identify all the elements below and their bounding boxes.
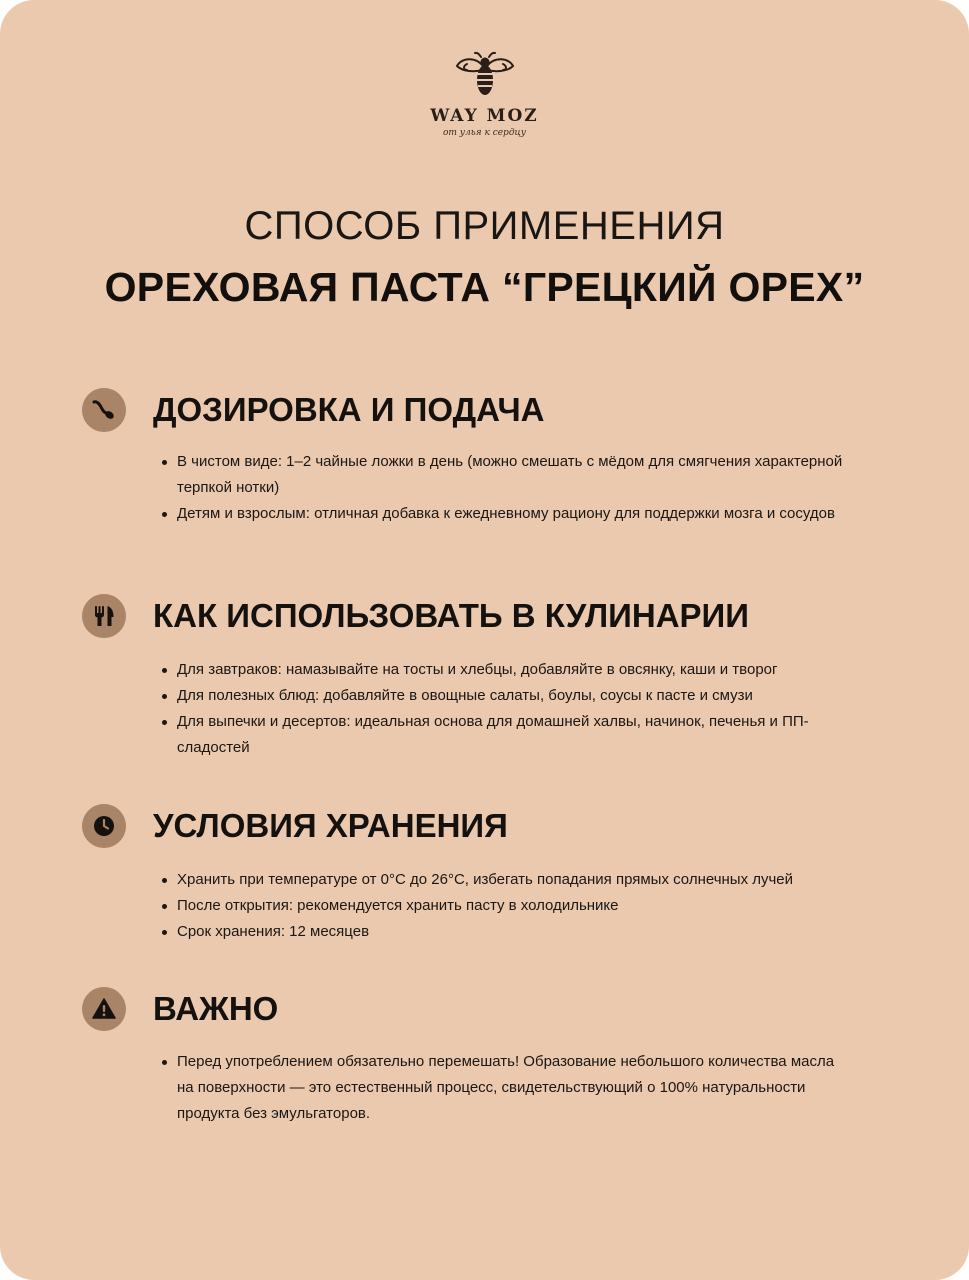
- cooking-list: [160, 657, 850, 761]
- list-item: Для полезных блюд: добавляйте в овощные салаты, боулы, соусы к пасте и смузи: [160, 683, 850, 709]
- cutlery-icon: [82, 594, 126, 638]
- list-item: Перед употреблением обязательно перемешать! Образование небольшого количества масла на поверхности — это естественный процесс, свидетельствующий о 100% натуральности продукта без эмульгаторов.: [160, 1049, 850, 1127]
- list-item: Хранить при температуре от 0°C до 26°C, избегать попадания прямых солнечных лучей: [160, 867, 850, 893]
- section-title: КАК ИСПОЛЬЗОВАТЬ В КУЛИНАРИИ: [153, 597, 749, 634]
- product-title: ОРЕХОВАЯ ПАСТА “ГРЕЦКИЙ ОРЕХ”: [104, 264, 865, 310]
- brand-slogan: от улья к сердцу: [442, 128, 527, 138]
- list-item: Для завтраков: намазывайте на тосты и хлебцы, добавляйте в овсянку, каши и творог: [160, 657, 850, 683]
- page-title: СПОСОБ ПРИМЕНЕНИЯ: [244, 204, 725, 248]
- section-storage: [82, 803, 508, 849]
- section-title: УСЛОВИЯ ХРАНЕНИЯ: [153, 807, 508, 844]
- brand-name: WAY MOZ: [430, 106, 539, 126]
- spoon-icon: [82, 388, 126, 432]
- section-title: ДОЗИРОВКА И ПОДАЧА: [153, 391, 545, 428]
- list-item: Детям и взрослым: отличная добавка к ежедневному рациону для поддержки мозга и сосудов: [160, 501, 850, 527]
- section-important: [82, 986, 278, 1032]
- brand-logo: [0, 48, 969, 138]
- section-cooking: [82, 593, 749, 639]
- warning-icon: [82, 987, 126, 1031]
- list-item: В чистом виде: 1–2 чайные ложки в день (можно смешать с мёдом для смягчения характерной терпкой нотки): [160, 449, 850, 501]
- dosage-list: [160, 449, 850, 527]
- storage-list: [160, 867, 850, 945]
- list-item: Срок хранения: 12 месяцев: [160, 919, 850, 945]
- important-list: [160, 1049, 850, 1127]
- bee-logo-icon: [453, 48, 517, 102]
- list-item: Для выпечки и десертов: идеальная основа для домашней халвы, начинок, печенья и ПП-сладостей: [160, 709, 850, 761]
- section-title: ВАЖНО: [153, 990, 279, 1027]
- clock-icon: [82, 804, 126, 848]
- section-dosage: [82, 387, 544, 433]
- list-item: После открытия: рекомендуется хранить пасту в холодильнике: [160, 893, 850, 919]
